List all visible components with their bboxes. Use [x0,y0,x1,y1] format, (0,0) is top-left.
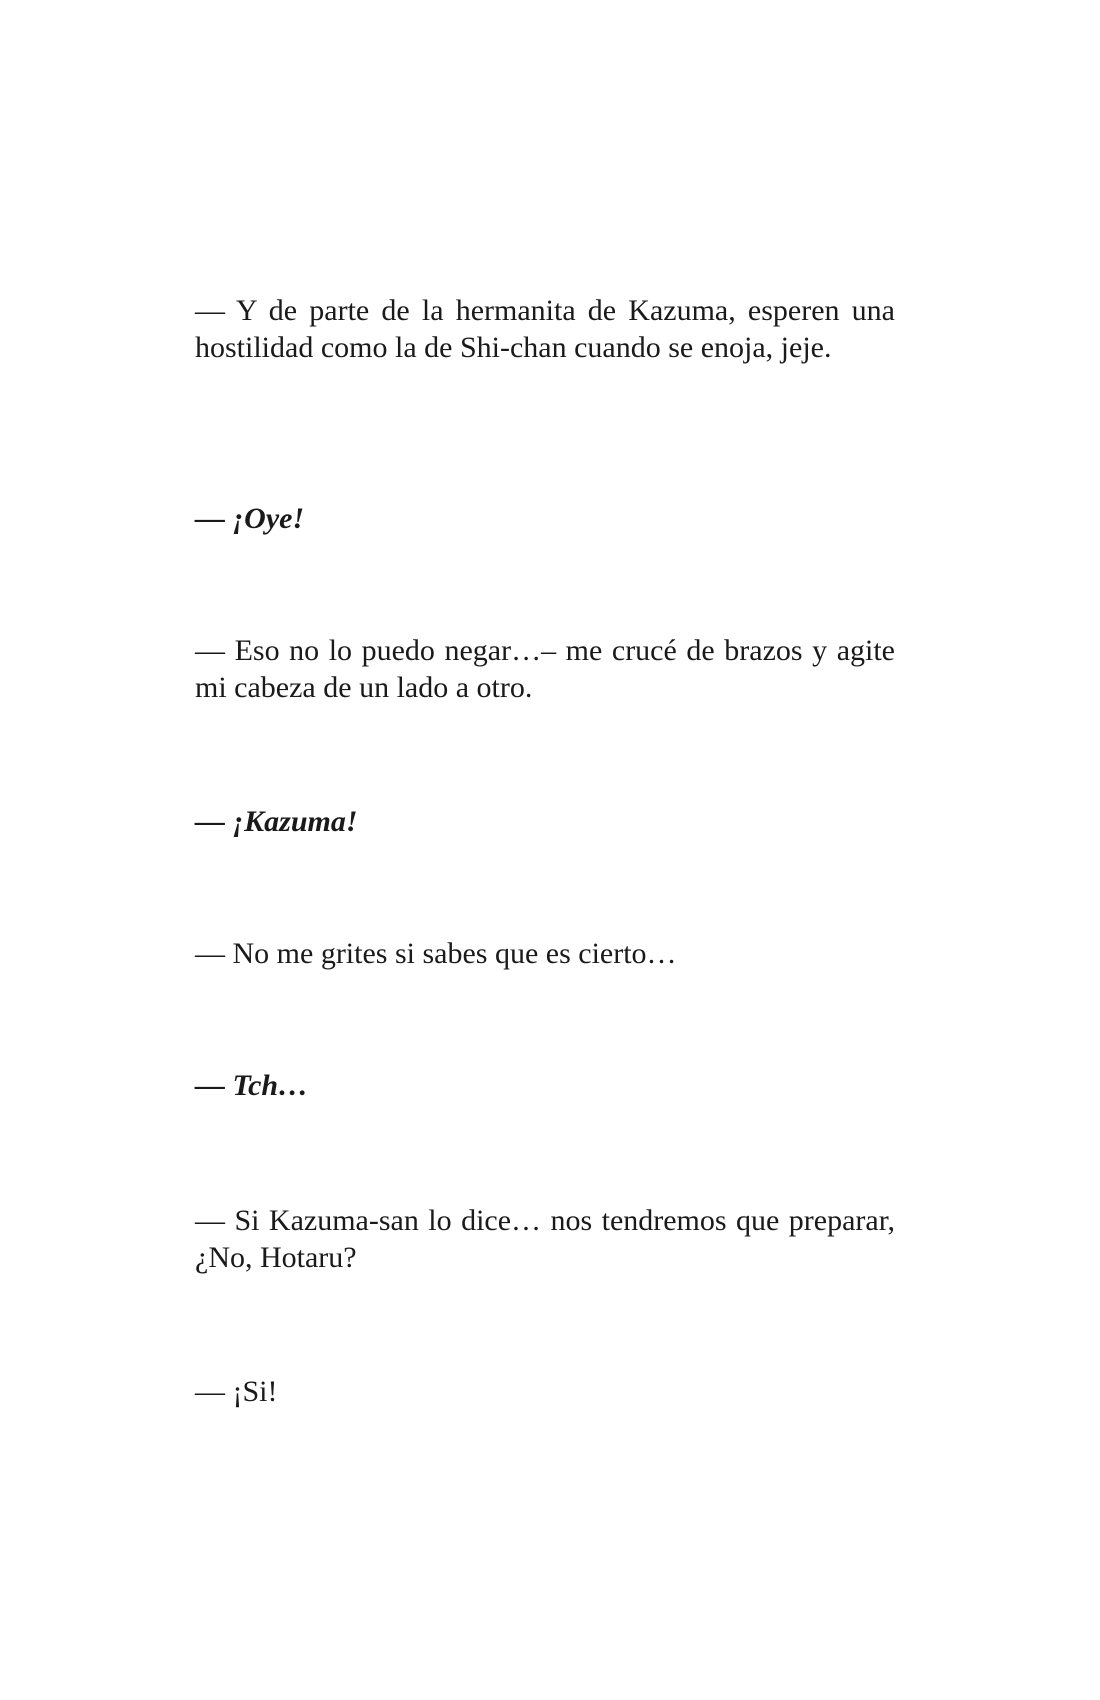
paragraph-7: — Si Kazuma-san lo dice… nos tendremos que preparar, ¿No, Hotaru? [195,1204,895,1274]
paragraph-8: — ¡Si! [195,1375,278,1408]
paragraph-6: — Tch… [195,1069,309,1102]
paragraph-2: — ¡Oye! [195,502,305,535]
paragraph-4: — ¡Kazuma! [195,805,358,838]
paragraph-3: — Eso no lo puedo negar…– me crucé de brazos y agite mi cabeza de un lado a otro. [195,634,895,704]
paragraph-1: — Y de parte de la hermanita de Kazuma, esperen una hostilidad como la de Shi-chan cuando se enoja, jeje. [195,294,895,364]
paragraph-5: — No me grites si sabes que es cierto… [195,937,677,970]
